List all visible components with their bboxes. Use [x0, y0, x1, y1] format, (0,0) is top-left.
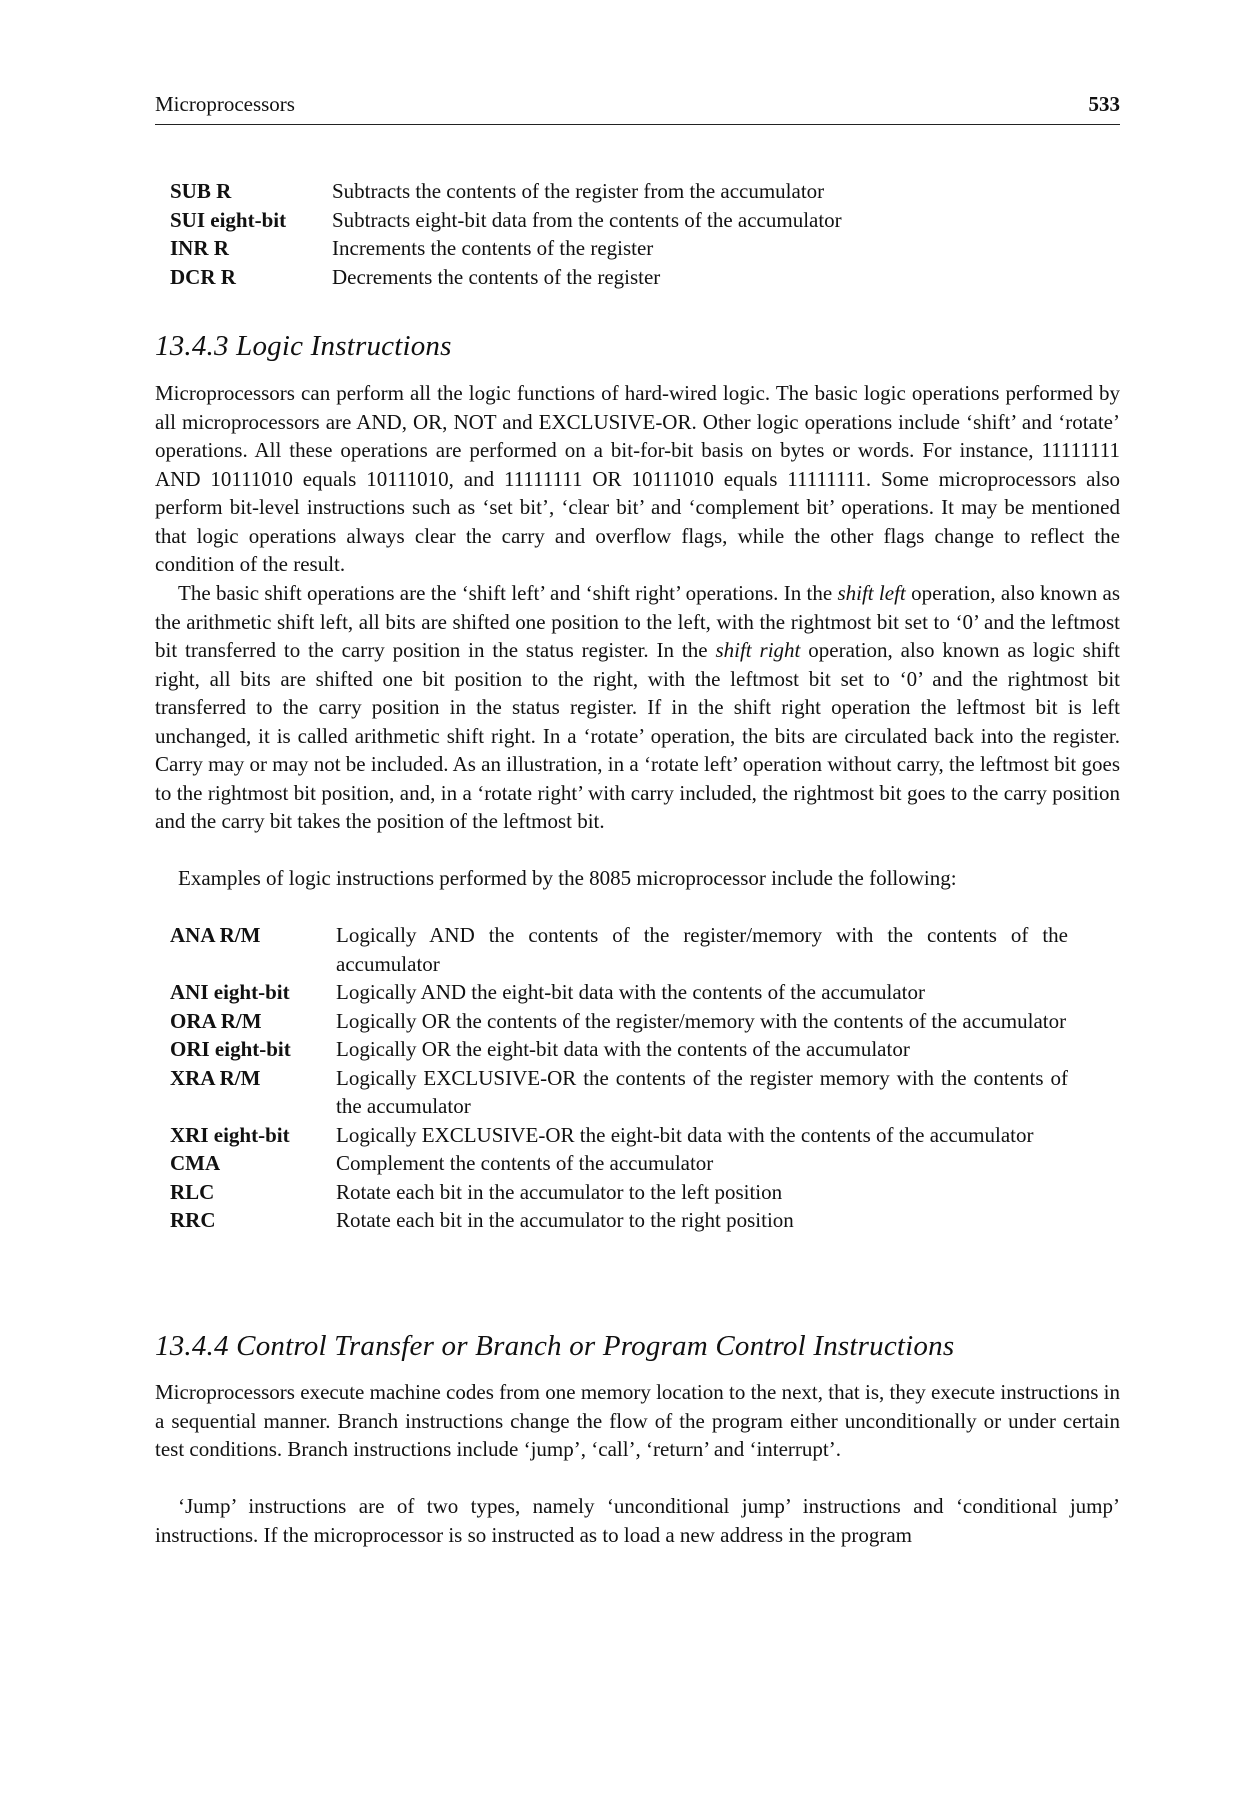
instruction-description: Complement the contents of the accumulator — [336, 1151, 714, 1175]
instruction-description: Decrements the contents of the register — [332, 264, 661, 289]
running-title: Microprocessors — [155, 92, 295, 116]
instruction-row — [170, 1007, 1068, 1036]
instruction-mnemonic: DCR R — [170, 264, 236, 289]
instruction-description: Logically OR the contents of the register/memory with the contents of the accumulator — [336, 1008, 1067, 1033]
instruction-description: Logically EXCLUSIVE-OR the contents of the register memory with the contents of the accumulator — [336, 1065, 1068, 1118]
instruction-row — [170, 234, 1070, 263]
paragraph-shift-operations — [155, 579, 1120, 836]
instruction-description: Increments the contents of the register — [332, 236, 654, 260]
running-header — [155, 92, 1120, 125]
instruction-row — [170, 1064, 1068, 1121]
instruction-description: Logically OR the eight-bit data with the contents of the accumulator — [336, 1037, 910, 1061]
paragraph-text: The basic shift operations are the ‘shift left’ and ‘shift right’ operations. In the — [178, 581, 838, 605]
instruction-mnemonic: CMA — [170, 1151, 221, 1175]
instruction-mnemonic: RLC — [170, 1179, 215, 1204]
instruction-row — [170, 1149, 1068, 1178]
instruction-description: Rotate each bit in the accumulator to the left position — [336, 1179, 783, 1204]
instruction-description: Logically AND the contents of the register/memory with the contents of the accumulator — [336, 923, 1068, 976]
instruction-mnemonic: ORA R/M — [170, 1008, 262, 1033]
instruction-mnemonic: XRI eight-bit — [170, 1122, 290, 1147]
paragraph-examples-intro: Examples of logic instructions performed by the 8085 microprocessor include the following: — [178, 866, 957, 890]
paragraph-branch-intro: Microprocessors execute machine codes from one memory location to the next, that is, they execute instructions in a sequential manner. Branch instructions change the flow of the program either unconditionally or under certain test conditions. Branch instructions include ‘jump’, ‘call’, ‘return’ and ‘interrupt’. — [155, 1380, 1120, 1461]
instruction-mnemonic: SUB R — [170, 179, 232, 203]
instruction-row — [170, 177, 1070, 206]
paragraph-jump-instructions: ‘Jump’ instructions are of two types, namely ‘unconditional jump’ instructions and ‘conditional jump’ instructions. If the microprocessor is so instructed as to load a new address in the program — [155, 1494, 1120, 1547]
instruction-description: Logically EXCLUSIVE-OR the eight-bit data with the contents of the accumulator — [336, 1122, 1034, 1147]
instruction-mnemonic: RRC — [170, 1208, 216, 1232]
paragraph-text: operation, also known as the arithmetic shift left, all bits are shifted one position to the left, with the rightmost bit set to ‘0’ and the leftmost bit transferred to the carry position in the status register. In the — [155, 581, 1121, 662]
instruction-row — [170, 1035, 1068, 1064]
paragraph-logic-intro: Microprocessors can perform all the logic functions of hard-wired logic. The basic logic operations performed by all microprocessors are AND, OR, NOT and EXCLUSIVE-OR. Other logic operations include ‘shift’ and ‘rotate’ operations. All these operations are performed on a bit-for-bit basis on bytes or words. For instance, 11111111 AND 10111010 equals 10111010, and 11111111 OR 10111010 equals 11111111. Some microprocessors also perform bit-level instructions such as ‘set bit’, ‘clear bit’ and ‘complement bit’ operations. It may be mentioned that logic operations always clear the carry and overflow flags, while the other flags change to reflect the condition of the result. — [155, 381, 1120, 576]
instruction-mnemonic: INR R — [170, 236, 229, 260]
arithmetic-instruction-list — [170, 177, 1070, 291]
instruction-description: Subtracts the contents of the register from the accumulator — [332, 179, 825, 203]
instruction-description: Rotate each bit in the accumulator to the right position — [336, 1208, 794, 1232]
instruction-description: Logically AND the eight-bit data with the contents of the accumulator — [336, 980, 925, 1004]
instruction-row — [170, 978, 1068, 1007]
emphasis-term: shift left — [837, 581, 906, 605]
instruction-mnemonic: ANA R/M — [170, 923, 261, 947]
instruction-row — [170, 1121, 1068, 1150]
instruction-row — [170, 1178, 1068, 1207]
instruction-mnemonic: ORI eight-bit — [170, 1037, 291, 1061]
instruction-mnemonic: SUI eight-bit — [170, 207, 287, 232]
instruction-mnemonic: ANI eight-bit — [170, 980, 290, 1004]
section-heading-logic: 13.4.3 Logic Instructions — [155, 330, 452, 362]
page-number: 533 — [1088, 92, 1120, 116]
section-heading-control-transfer: 13.4.4 Control Transfer or Branch or Program Control Instructions — [155, 1330, 955, 1362]
paragraph-text: operation, also known as logic shift right, all bits are shifted one bit position to the right, with the leftmost bit set to ‘0’ and the rightmost bit transferred to the carry position in the status register. If in the shift right operation the leftmost bit is left unchanged, it is called arithmetic shift right. In a ‘rotate’ operation, the bits are circulated back into the register. Carry may or may not be included. As an illustration, in a ‘rotate left’ operation without carry, the leftmost bit goes to the rightmost bit position, and, in a ‘rotate right’ with carry included, the rightmost bit goes to the carry position and the carry bit takes the position of the leftmost bit. — [155, 638, 1120, 833]
instruction-row — [170, 263, 1070, 292]
instruction-row — [170, 921, 1068, 978]
instruction-mnemonic: XRA R/M — [170, 1065, 261, 1090]
instruction-row — [170, 206, 1070, 235]
instruction-row — [170, 1206, 1068, 1235]
emphasis-term: shift right — [715, 638, 801, 662]
instruction-description: Subtracts eight-bit data from the contents of the accumulator — [332, 207, 842, 232]
logic-instruction-list — [170, 921, 1068, 1235]
